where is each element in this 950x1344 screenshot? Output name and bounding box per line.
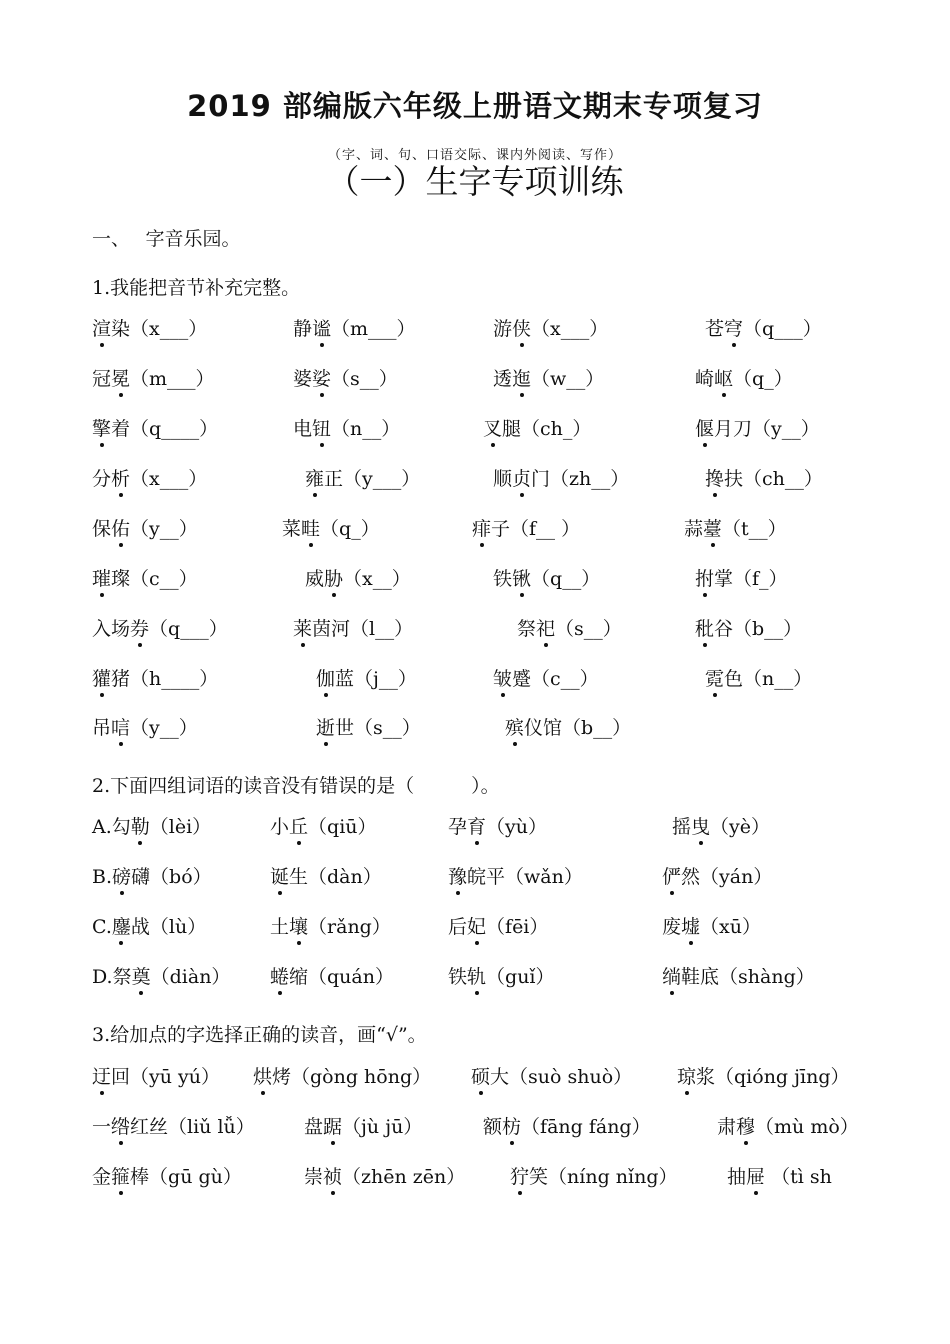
item-suffix: 烤（gòng hōng） bbox=[272, 1066, 432, 1088]
q1-item bbox=[92, 364, 215, 391]
q1-item bbox=[293, 614, 413, 641]
item-suffix: （guǐ） bbox=[486, 966, 555, 988]
q1-item bbox=[316, 713, 421, 740]
item-prefix: 静 bbox=[293, 318, 313, 340]
q1-item bbox=[695, 564, 788, 591]
dotted-char: 唁 bbox=[111, 713, 130, 740]
q1-item bbox=[92, 464, 207, 491]
q3-item bbox=[92, 1162, 242, 1189]
q1-row bbox=[0, 414, 950, 448]
item-prefix: 后 bbox=[448, 916, 468, 938]
dotted-char: 墟 bbox=[681, 912, 700, 939]
item-prefix: 电 bbox=[293, 418, 313, 440]
q3-row bbox=[0, 1112, 950, 1146]
item-suffix: （xū） bbox=[700, 916, 761, 938]
dotted-char: 硕 bbox=[471, 1062, 490, 1089]
item-suffix: （q_） bbox=[733, 368, 793, 390]
dotted-char: 绺 bbox=[111, 1112, 130, 1139]
dotted-char: 绱 bbox=[662, 962, 681, 989]
dotted-char: 祀 bbox=[536, 614, 555, 641]
dotted-char: 奠 bbox=[132, 962, 151, 989]
dotted-char: 岖 bbox=[714, 364, 733, 391]
q1-item bbox=[695, 614, 802, 641]
dotted-char: 枋 bbox=[502, 1112, 521, 1139]
dotted-char: 箍 bbox=[111, 1162, 130, 1189]
item-suffix: 蓝（j__） bbox=[335, 668, 417, 690]
item-prefix: 崎 bbox=[695, 368, 715, 390]
q1-row bbox=[0, 364, 950, 398]
dotted-char: 壤 bbox=[289, 912, 308, 939]
dotted-char: 娑 bbox=[312, 364, 331, 391]
q1-item bbox=[92, 713, 198, 740]
q2-item bbox=[270, 812, 377, 839]
item-suffix: 蹙（c__） bbox=[512, 668, 599, 690]
item-suffix: （x___） bbox=[130, 468, 208, 490]
item-suffix: （rǎng） bbox=[308, 916, 391, 938]
dotted-char: 诞 bbox=[270, 862, 289, 889]
item-suffix: 璨（c__） bbox=[111, 568, 198, 590]
item-suffix: 月刀（y__） bbox=[714, 418, 820, 440]
item-suffix: 礴（bó） bbox=[131, 866, 212, 888]
item-suffix: 浆（qióng jīng） bbox=[696, 1066, 850, 1088]
q2-item bbox=[92, 912, 206, 939]
dotted-char: 屉 bbox=[746, 1162, 765, 1189]
item-prefix: 金 bbox=[92, 1166, 112, 1188]
item-prefix: 游 bbox=[493, 318, 513, 340]
item-suffix: 色（n__） bbox=[724, 668, 813, 690]
item-prefix: 冠 bbox=[92, 368, 112, 390]
q1-item bbox=[705, 314, 822, 341]
dotted-char: 穆 bbox=[736, 1112, 755, 1139]
dotted-char: 霓 bbox=[705, 664, 724, 691]
q1-row bbox=[0, 713, 950, 747]
item-suffix: 回（yū yú） bbox=[111, 1066, 220, 1088]
item-prefix: 崇 bbox=[304, 1166, 324, 1188]
q1-item bbox=[92, 664, 218, 691]
item-suffix: （x___） bbox=[531, 318, 609, 340]
dotted-char: 烘 bbox=[253, 1062, 272, 1089]
dotted-char: 獾 bbox=[92, 664, 111, 691]
item-suffix: 谷（b__） bbox=[714, 618, 803, 640]
section-title: （一）生字专项训练 bbox=[326, 162, 624, 201]
q1-item bbox=[684, 514, 787, 541]
q3-item bbox=[717, 1112, 859, 1139]
item-suffix: 皖平（wǎn） bbox=[467, 866, 583, 888]
item-suffix: 笑（níng nǐng） bbox=[529, 1166, 678, 1188]
item-prefix: 抽 bbox=[727, 1166, 747, 1188]
dotted-char: 析 bbox=[111, 464, 130, 491]
q3-row bbox=[0, 1062, 950, 1096]
q3-item bbox=[253, 1062, 431, 1089]
q2-item bbox=[270, 862, 382, 889]
q1-item bbox=[493, 364, 604, 391]
q1-heading: 1.我能把音节补充完整。 bbox=[92, 277, 301, 299]
item-prefix: C. bbox=[92, 916, 112, 938]
item-suffix: （mù mò） bbox=[755, 1116, 859, 1138]
item-suffix: （s__） bbox=[331, 368, 398, 390]
q2-item bbox=[270, 912, 391, 939]
dotted-char: 秕 bbox=[695, 614, 714, 641]
item-prefix: 小 bbox=[270, 816, 290, 838]
item-suffix: （y__） bbox=[130, 518, 198, 540]
q1-item bbox=[705, 464, 823, 491]
q1-item bbox=[92, 614, 228, 641]
item-suffix: 仪馆（b__） bbox=[524, 717, 632, 739]
q3-heading: 3.给加点的字选择正确的读音，画“√”。 bbox=[92, 1024, 427, 1046]
q3-item bbox=[483, 1112, 651, 1139]
item-prefix: 吊 bbox=[92, 717, 112, 739]
dotted-char: 渲 bbox=[92, 314, 111, 341]
item-suffix: 世（s__） bbox=[335, 717, 421, 739]
dotted-char: 迤 bbox=[512, 364, 531, 391]
part1-heading: 一、 字音乐园。 bbox=[92, 228, 241, 250]
dotted-char: 曳 bbox=[691, 812, 710, 839]
dotted-char: 轨 bbox=[467, 962, 486, 989]
dotted-char: 薹 bbox=[703, 514, 722, 541]
q3-item bbox=[677, 1062, 850, 1089]
item-suffix: （y__） bbox=[130, 717, 198, 739]
q2-item bbox=[662, 912, 761, 939]
q1-item bbox=[695, 364, 793, 391]
q1-row bbox=[0, 514, 950, 548]
dotted-char: 丘 bbox=[289, 812, 308, 839]
item-prefix: 婆 bbox=[293, 368, 313, 390]
item-prefix: 透 bbox=[493, 368, 513, 390]
q1-row bbox=[0, 464, 950, 498]
dotted-char: 鏖 bbox=[112, 912, 131, 939]
q2-heading: 2.下面四组词语的读音没有错误的是（ ）。 bbox=[92, 775, 500, 797]
q3-item bbox=[510, 1162, 677, 1189]
item-suffix: 茵河（l__） bbox=[312, 618, 414, 640]
dotted-char: 育 bbox=[467, 812, 486, 839]
item-suffix: 猪（h____） bbox=[111, 668, 219, 690]
dotted-char: 叉 bbox=[483, 414, 502, 441]
q1-row bbox=[0, 664, 950, 698]
item-prefix: D.祭 bbox=[92, 966, 132, 988]
dotted-char: 莱 bbox=[293, 614, 312, 641]
dotted-char: 贞 bbox=[512, 464, 531, 491]
q2-item bbox=[92, 862, 212, 889]
item-prefix: 一 bbox=[92, 1116, 112, 1138]
dotted-char: 痱 bbox=[472, 514, 491, 541]
q1-item bbox=[472, 514, 580, 541]
page-title: 2019 部编版六年级上册语文期末专项复习 bbox=[187, 89, 763, 123]
q3-item bbox=[727, 1162, 832, 1189]
q1-item bbox=[505, 713, 631, 740]
q2-item bbox=[672, 812, 770, 839]
q1-item bbox=[483, 414, 591, 441]
q2-item bbox=[270, 962, 394, 989]
item-prefix: 分 bbox=[92, 468, 112, 490]
q1-item bbox=[493, 564, 600, 591]
q2-row bbox=[0, 862, 950, 896]
dotted-char: 磅 bbox=[112, 862, 131, 889]
dotted-char: 俨 bbox=[662, 862, 681, 889]
dotted-char: 踞 bbox=[323, 1112, 342, 1139]
q1-item bbox=[705, 664, 812, 691]
q3-item bbox=[304, 1112, 422, 1139]
dotted-char: 璀 bbox=[92, 564, 111, 591]
q1-row bbox=[0, 314, 950, 348]
item-suffix: 缩（quán） bbox=[289, 966, 394, 988]
item-prefix: 肃 bbox=[717, 1116, 737, 1138]
item-prefix: 孕 bbox=[448, 816, 468, 838]
q1-item bbox=[293, 364, 398, 391]
item-suffix: （m___） bbox=[331, 318, 416, 340]
dotted-char: 锹 bbox=[512, 564, 531, 591]
item-suffix: 生（dàn） bbox=[289, 866, 382, 888]
q1-item bbox=[92, 564, 198, 591]
dotted-char: 勒 bbox=[131, 812, 150, 839]
item-suffix: （lèi） bbox=[149, 816, 212, 838]
q1-item bbox=[493, 464, 629, 491]
item-suffix: （jù jū） bbox=[342, 1116, 423, 1138]
item-prefix: 菜 bbox=[282, 518, 302, 540]
q1-item bbox=[293, 414, 400, 441]
item-suffix: （tì sh bbox=[765, 1166, 832, 1188]
item-suffix: 鞋底（shàng） bbox=[681, 966, 815, 988]
dotted-char: 钮 bbox=[312, 414, 331, 441]
item-suffix: 染（x___） bbox=[111, 318, 208, 340]
item-suffix: 子（f__ ） bbox=[491, 518, 581, 540]
dotted-char: 拊 bbox=[695, 564, 714, 591]
item-suffix: 着（q____） bbox=[111, 418, 219, 440]
q3-item bbox=[304, 1162, 465, 1189]
item-suffix: （fāng fáng） bbox=[521, 1116, 651, 1138]
item-suffix: （x__） bbox=[343, 568, 411, 590]
dotted-char: 狞 bbox=[510, 1162, 529, 1189]
q2-item bbox=[448, 912, 548, 939]
item-prefix: 额 bbox=[483, 1116, 503, 1138]
item-prefix: 入场 bbox=[92, 618, 131, 640]
q1-item bbox=[493, 314, 608, 341]
dotted-char: 佑 bbox=[111, 514, 130, 541]
dotted-char: 殡 bbox=[505, 713, 524, 740]
q1-item bbox=[305, 564, 411, 591]
q3-item bbox=[92, 1062, 220, 1089]
q2-item bbox=[662, 962, 815, 989]
q1-item bbox=[293, 314, 416, 341]
item-suffix: 门（zh__） bbox=[531, 468, 630, 490]
item-prefix: 废 bbox=[662, 916, 682, 938]
item-prefix: 祭 bbox=[517, 618, 537, 640]
dotted-char: 穹 bbox=[724, 314, 743, 341]
item-prefix: 铁 bbox=[493, 568, 513, 590]
item-suffix: （q__） bbox=[531, 568, 601, 590]
dotted-char: 券 bbox=[130, 614, 149, 641]
q1-item bbox=[305, 464, 420, 491]
item-suffix: （s__） bbox=[555, 618, 622, 640]
dotted-char: 祯 bbox=[323, 1162, 342, 1189]
q1-item bbox=[92, 314, 207, 341]
q1-item bbox=[695, 414, 820, 441]
q1-item bbox=[282, 514, 380, 541]
q2-item bbox=[92, 812, 211, 839]
dotted-char: 蜷 bbox=[270, 962, 289, 989]
q2-item bbox=[448, 812, 547, 839]
item-prefix: 摇 bbox=[672, 816, 692, 838]
item-prefix: 铁 bbox=[448, 966, 468, 988]
dotted-char: 雍 bbox=[305, 464, 324, 491]
dotted-char: 迂 bbox=[92, 1062, 111, 1089]
dotted-char: 侠 bbox=[512, 314, 531, 341]
dotted-char: 谧 bbox=[312, 314, 331, 341]
item-suffix: （q___） bbox=[743, 318, 822, 340]
item-suffix: （yè） bbox=[710, 816, 771, 838]
q2-row bbox=[0, 962, 950, 996]
item-suffix: 腿（ch_） bbox=[502, 418, 592, 440]
item-suffix: （qiū） bbox=[308, 816, 377, 838]
dotted-char: 偃 bbox=[695, 414, 714, 441]
item-suffix: 大（suò shuò） bbox=[490, 1066, 633, 1088]
q1-row bbox=[0, 564, 950, 598]
dotted-char: 琼 bbox=[677, 1062, 696, 1089]
item-suffix: （m___） bbox=[130, 368, 215, 390]
dotted-char: 豫 bbox=[448, 862, 467, 889]
q2-item bbox=[662, 862, 772, 889]
item-prefix: 苍 bbox=[705, 318, 725, 340]
q2-item bbox=[448, 962, 555, 989]
item-prefix: 土 bbox=[270, 916, 290, 938]
dotted-char: 搀 bbox=[705, 464, 724, 491]
q1-item bbox=[517, 614, 622, 641]
item-suffix: 掌（f_） bbox=[714, 568, 788, 590]
q1-item bbox=[316, 664, 417, 691]
q1-item bbox=[493, 664, 599, 691]
dotted-char: 伽 bbox=[316, 664, 335, 691]
q3-item bbox=[471, 1062, 632, 1089]
dotted-char: 妃 bbox=[467, 912, 486, 939]
item-prefix: B. bbox=[92, 866, 113, 888]
q2-item bbox=[92, 962, 230, 989]
page-subtitle: （字、词、句、口语交际、课内外阅读、写作） bbox=[327, 148, 622, 163]
item-prefix: 威 bbox=[305, 568, 325, 590]
q3-row bbox=[0, 1162, 950, 1196]
item-prefix: 盘 bbox=[304, 1116, 324, 1138]
item-suffix: （yù） bbox=[486, 816, 548, 838]
q3-item bbox=[92, 1112, 255, 1139]
dotted-char: 擎 bbox=[92, 414, 111, 441]
dotted-char: 畦 bbox=[301, 514, 320, 541]
dotted-char: 冕 bbox=[111, 364, 130, 391]
item-suffix: 然（yán） bbox=[681, 866, 773, 888]
item-suffix: （diàn） bbox=[150, 966, 231, 988]
item-suffix: 棒（gū gù） bbox=[130, 1166, 242, 1188]
item-suffix: （n__） bbox=[331, 418, 401, 440]
q2-row bbox=[0, 912, 950, 946]
dotted-char: 皱 bbox=[493, 664, 512, 691]
dotted-char: 逝 bbox=[316, 713, 335, 740]
q1-item bbox=[92, 514, 198, 541]
item-suffix: 正（y___） bbox=[324, 468, 421, 490]
item-prefix: A.勾 bbox=[92, 816, 131, 838]
q2-row bbox=[0, 812, 950, 846]
item-suffix: （fēi） bbox=[486, 916, 549, 938]
item-prefix: 蒜 bbox=[684, 518, 704, 540]
item-suffix: 扶（ch__） bbox=[724, 468, 823, 490]
item-prefix: 保 bbox=[92, 518, 112, 540]
item-suffix: 红丝（liǔ lǚ） bbox=[130, 1116, 255, 1138]
item-suffix: （q_） bbox=[320, 518, 380, 540]
item-suffix: （q___） bbox=[149, 618, 228, 640]
item-suffix: （t__） bbox=[722, 518, 787, 540]
dotted-char: 胁 bbox=[324, 564, 343, 591]
q1-item bbox=[92, 414, 218, 441]
item-prefix: 顺 bbox=[493, 468, 513, 490]
item-suffix: （w__） bbox=[531, 368, 605, 390]
item-suffix: （zhēn zēn） bbox=[342, 1166, 466, 1188]
q1-row bbox=[0, 614, 950, 648]
item-suffix: 战（lù） bbox=[130, 916, 207, 938]
q2-item bbox=[448, 862, 583, 889]
